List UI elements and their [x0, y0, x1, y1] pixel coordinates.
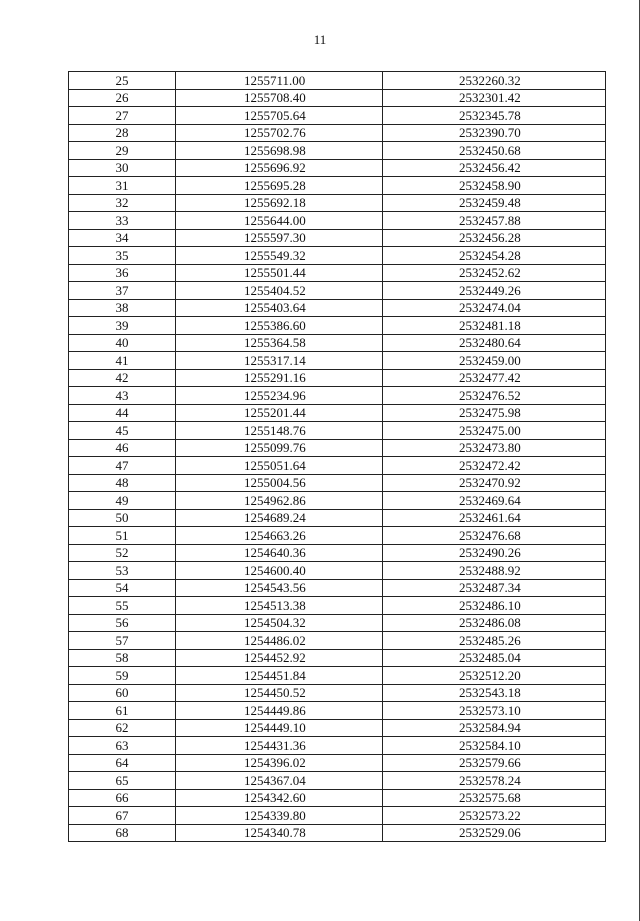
x-coordinate-cell: 1254396.02 [176, 754, 383, 772]
y-coordinate-cell: 2532461.64 [383, 509, 606, 527]
table-row [69, 702, 606, 720]
table-row [69, 124, 606, 142]
table-row [69, 754, 606, 772]
table-row [69, 177, 606, 195]
point-number-cell: 27 [69, 107, 176, 125]
point-number-cell: 31 [69, 177, 176, 195]
point-number-cell: 40 [69, 334, 176, 352]
table-row [69, 457, 606, 475]
page-number: 11 [313, 32, 327, 47]
x-coordinate-cell: 1254640.36 [176, 544, 383, 562]
table-row [69, 492, 606, 510]
table-row [69, 772, 606, 790]
point-number-cell: 39 [69, 317, 176, 335]
table-row [69, 649, 606, 667]
y-coordinate-cell: 2532529.06 [383, 824, 606, 842]
y-coordinate-cell: 2532575.68 [383, 789, 606, 807]
point-number-cell: 43 [69, 387, 176, 405]
point-number-cell: 26 [69, 89, 176, 107]
point-number-cell: 65 [69, 772, 176, 790]
y-coordinate-cell: 2532459.48 [383, 194, 606, 212]
point-number-cell: 38 [69, 299, 176, 317]
x-coordinate-cell: 1255711.00 [176, 72, 383, 90]
table-row [69, 474, 606, 492]
table-row [69, 264, 606, 282]
x-coordinate-cell: 1255501.44 [176, 264, 383, 282]
x-coordinate-cell: 1255386.60 [176, 317, 383, 335]
coordinates-table-body [69, 72, 606, 842]
y-coordinate-cell: 2532578.24 [383, 772, 606, 790]
table-row [69, 212, 606, 230]
table-row [69, 72, 606, 90]
x-coordinate-cell: 1254339.80 [176, 807, 383, 825]
table-row [69, 352, 606, 370]
point-number-cell: 57 [69, 632, 176, 650]
y-coordinate-cell: 2532480.64 [383, 334, 606, 352]
x-coordinate-cell: 1255051.64 [176, 457, 383, 475]
table-row [69, 317, 606, 335]
point-number-cell: 59 [69, 667, 176, 685]
y-coordinate-cell: 2532485.26 [383, 632, 606, 650]
y-coordinate-cell: 2532477.42 [383, 369, 606, 387]
x-coordinate-cell: 1254431.36 [176, 737, 383, 755]
x-coordinate-cell: 1255364.58 [176, 334, 383, 352]
y-coordinate-cell: 2532486.10 [383, 597, 606, 615]
table-row [69, 562, 606, 580]
x-coordinate-cell: 1255702.76 [176, 124, 383, 142]
table-row [69, 194, 606, 212]
table-row [69, 229, 606, 247]
table-row [69, 142, 606, 160]
table-row [69, 737, 606, 755]
table-row [69, 824, 606, 842]
x-coordinate-cell: 1254513.38 [176, 597, 383, 615]
point-number-cell: 56 [69, 614, 176, 632]
y-coordinate-cell: 2532512.20 [383, 667, 606, 685]
point-number-cell: 52 [69, 544, 176, 562]
table-row [69, 527, 606, 545]
y-coordinate-cell: 2532488.92 [383, 562, 606, 580]
table-row [69, 439, 606, 457]
x-coordinate-cell: 1255695.28 [176, 177, 383, 195]
table-row [69, 369, 606, 387]
point-number-cell: 44 [69, 404, 176, 422]
point-number-cell: 33 [69, 212, 176, 230]
x-coordinate-cell: 1255004.56 [176, 474, 383, 492]
x-coordinate-cell: 1255696.92 [176, 159, 383, 177]
point-number-cell: 53 [69, 562, 176, 580]
table-row [69, 247, 606, 265]
point-number-cell: 55 [69, 597, 176, 615]
table-row [69, 422, 606, 440]
table-row [69, 404, 606, 422]
y-coordinate-cell: 2532474.04 [383, 299, 606, 317]
y-coordinate-cell: 2532485.04 [383, 649, 606, 667]
table-row [69, 334, 606, 352]
point-number-cell: 68 [69, 824, 176, 842]
point-number-cell: 51 [69, 527, 176, 545]
table-row [69, 614, 606, 632]
x-coordinate-cell: 1254450.52 [176, 684, 383, 702]
point-number-cell: 67 [69, 807, 176, 825]
y-coordinate-cell: 2532584.94 [383, 719, 606, 737]
x-coordinate-cell: 1255404.52 [176, 282, 383, 300]
x-coordinate-cell: 1254449.86 [176, 702, 383, 720]
point-number-cell: 34 [69, 229, 176, 247]
point-number-cell: 25 [69, 72, 176, 90]
point-number-cell: 62 [69, 719, 176, 737]
x-coordinate-cell: 1254340.78 [176, 824, 383, 842]
y-coordinate-cell: 2532473.80 [383, 439, 606, 457]
y-coordinate-cell: 2532456.28 [383, 229, 606, 247]
table-row [69, 107, 606, 125]
y-coordinate-cell: 2532475.00 [383, 422, 606, 440]
point-number-cell: 47 [69, 457, 176, 475]
x-coordinate-cell: 1255708.40 [176, 89, 383, 107]
y-coordinate-cell: 2532459.00 [383, 352, 606, 370]
point-number-cell: 58 [69, 649, 176, 667]
point-number-cell: 37 [69, 282, 176, 300]
point-number-cell: 54 [69, 579, 176, 597]
y-coordinate-cell: 2532470.92 [383, 474, 606, 492]
y-coordinate-cell: 2532457.88 [383, 212, 606, 230]
table-row [69, 597, 606, 615]
point-number-cell: 41 [69, 352, 176, 370]
x-coordinate-cell: 1255291.16 [176, 369, 383, 387]
point-number-cell: 42 [69, 369, 176, 387]
point-number-cell: 64 [69, 754, 176, 772]
x-coordinate-cell: 1254504.32 [176, 614, 383, 632]
point-number-cell: 36 [69, 264, 176, 282]
x-coordinate-cell: 1254543.56 [176, 579, 383, 597]
y-coordinate-cell: 2532260.32 [383, 72, 606, 90]
x-coordinate-cell: 1255403.64 [176, 299, 383, 317]
x-coordinate-cell: 1254600.40 [176, 562, 383, 580]
y-coordinate-cell: 2532481.18 [383, 317, 606, 335]
table-row [69, 509, 606, 527]
x-coordinate-cell: 1255549.32 [176, 247, 383, 265]
y-coordinate-cell: 2532345.78 [383, 107, 606, 125]
point-number-cell: 45 [69, 422, 176, 440]
y-coordinate-cell: 2532487.34 [383, 579, 606, 597]
point-number-cell: 63 [69, 737, 176, 755]
x-coordinate-cell: 1254449.10 [176, 719, 383, 737]
point-number-cell: 48 [69, 474, 176, 492]
x-coordinate-cell: 1254367.04 [176, 772, 383, 790]
x-coordinate-cell: 1255099.76 [176, 439, 383, 457]
point-number-cell: 46 [69, 439, 176, 457]
x-coordinate-cell: 1254689.24 [176, 509, 383, 527]
y-coordinate-cell: 2532454.28 [383, 247, 606, 265]
y-coordinate-cell: 2532301.42 [383, 89, 606, 107]
table-row [69, 387, 606, 405]
x-coordinate-cell: 1254962.86 [176, 492, 383, 510]
x-coordinate-cell: 1255597.30 [176, 229, 383, 247]
point-number-cell: 28 [69, 124, 176, 142]
point-number-cell: 35 [69, 247, 176, 265]
table-row [69, 789, 606, 807]
x-coordinate-cell: 1254452.92 [176, 649, 383, 667]
y-coordinate-cell: 2532476.68 [383, 527, 606, 545]
x-coordinate-cell: 1255644.00 [176, 212, 383, 230]
table-row [69, 282, 606, 300]
x-coordinate-cell: 1255698.98 [176, 142, 383, 160]
y-coordinate-cell: 2532450.68 [383, 142, 606, 160]
x-coordinate-cell: 1255692.18 [176, 194, 383, 212]
y-coordinate-cell: 2532543.18 [383, 684, 606, 702]
point-number-cell: 61 [69, 702, 176, 720]
y-coordinate-cell: 2532456.42 [383, 159, 606, 177]
coordinates-table [68, 71, 606, 842]
y-coordinate-cell: 2532472.42 [383, 457, 606, 475]
point-number-cell: 32 [69, 194, 176, 212]
table-row [69, 632, 606, 650]
y-coordinate-cell: 2532476.52 [383, 387, 606, 405]
y-coordinate-cell: 2532490.26 [383, 544, 606, 562]
y-coordinate-cell: 2532449.26 [383, 282, 606, 300]
y-coordinate-cell: 2532573.10 [383, 702, 606, 720]
x-coordinate-cell: 1254342.60 [176, 789, 383, 807]
y-coordinate-cell: 2532579.66 [383, 754, 606, 772]
x-coordinate-cell: 1255317.14 [176, 352, 383, 370]
table-row [69, 159, 606, 177]
x-coordinate-cell: 1255148.76 [176, 422, 383, 440]
table-row [69, 89, 606, 107]
y-coordinate-cell: 2532469.64 [383, 492, 606, 510]
point-number-cell: 29 [69, 142, 176, 160]
y-coordinate-cell: 2532475.98 [383, 404, 606, 422]
point-number-cell: 50 [69, 509, 176, 527]
table-row [69, 579, 606, 597]
x-coordinate-cell: 1254663.26 [176, 527, 383, 545]
y-coordinate-cell: 2532390.70 [383, 124, 606, 142]
y-coordinate-cell: 2532584.10 [383, 737, 606, 755]
table-row [69, 807, 606, 825]
table-row [69, 299, 606, 317]
table-row [69, 667, 606, 685]
x-coordinate-cell: 1254451.84 [176, 667, 383, 685]
x-coordinate-cell: 1255705.64 [176, 107, 383, 125]
y-coordinate-cell: 2532486.08 [383, 614, 606, 632]
y-coordinate-cell: 2532573.22 [383, 807, 606, 825]
x-coordinate-cell: 1255234.96 [176, 387, 383, 405]
point-number-cell: 49 [69, 492, 176, 510]
x-coordinate-cell: 1255201.44 [176, 404, 383, 422]
table-row [69, 684, 606, 702]
point-number-cell: 30 [69, 159, 176, 177]
x-coordinate-cell: 1254486.02 [176, 632, 383, 650]
y-coordinate-cell: 2532452.62 [383, 264, 606, 282]
table-row [69, 544, 606, 562]
table-row [69, 719, 606, 737]
point-number-cell: 66 [69, 789, 176, 807]
point-number-cell: 60 [69, 684, 176, 702]
y-coordinate-cell: 2532458.90 [383, 177, 606, 195]
